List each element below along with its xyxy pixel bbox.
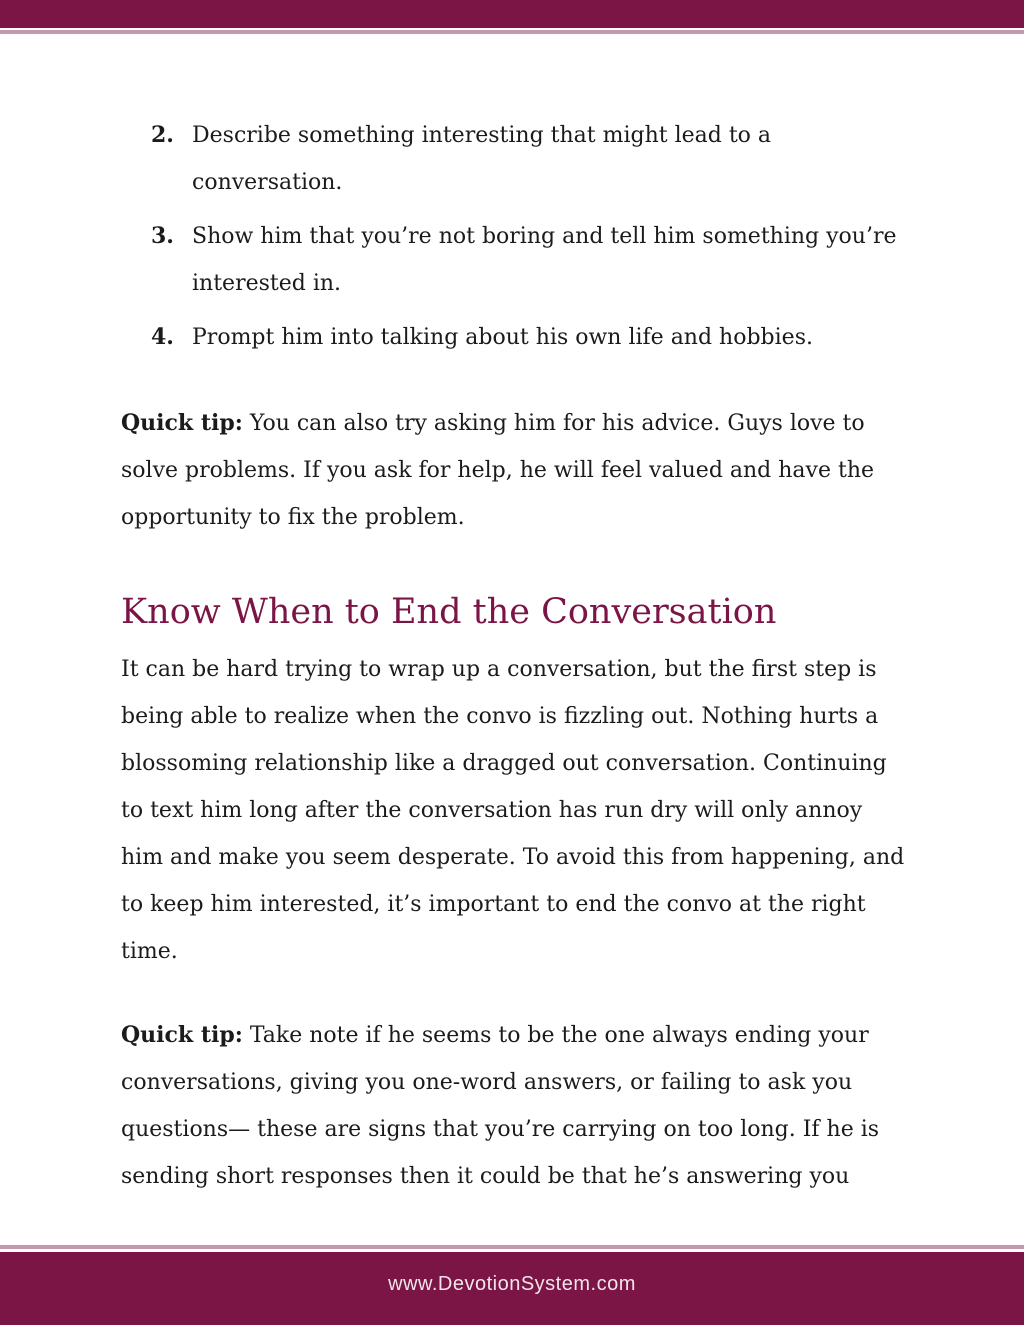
quick-tip-signs (121, 1012, 911, 1200)
list-item-text: Prompt him into talking about his own life and hobbies. (192, 325, 813, 350)
footer-rule (0, 1245, 1024, 1249)
list-item-number: 3. (151, 223, 174, 249)
list-item (121, 112, 911, 206)
section-body: It can be hard trying to wrap up a conversation, but the first step is being able to realize when the convo is fizzling out. Nothing hurts a blossoming relationship like a dragged out conversation. Continuing to text him long after the conversation has run dry will only annoy him and make you seem desperate. To avoid this from happening, and to keep him interested, it’s important to end the convo at the right time. (121, 657, 905, 964)
quick-tip-advice (121, 400, 911, 541)
list-item-number: 2. (151, 122, 174, 148)
footer-url: www.DevotionSystem.com (388, 1273, 636, 1295)
quick-tip-label: Quick tip: (121, 1022, 243, 1048)
numbered-list (121, 112, 911, 361)
list-item-text: Describe something interesting that might lead to a conversation. (192, 123, 772, 195)
list-item (121, 314, 911, 361)
list-item-text: Show him that you’re not boring and tell him something you’re interested in. (192, 224, 897, 296)
header-rule (0, 30, 1024, 34)
list-item-number: 4. (151, 324, 174, 350)
page-content (121, 112, 911, 1200)
quick-tip-label: Quick tip: (121, 410, 243, 436)
list-item (121, 213, 911, 307)
quick-tip-text: You can also try asking him for his advice. Guys love to solve problems. If you ask for help, he will feel valued and have the opportunity to fix the problem. (121, 411, 875, 530)
header-band (0, 0, 1024, 28)
quick-tip-text: Take note if he seems to be the one always ending your conversations, giving you one-word answers, or failing to ask you questions— these are signs that you’re carrying on too long. If he is sending short responses then it could be that he’s answering you (121, 1023, 880, 1189)
section-heading: Know When to End the Conversation (121, 592, 777, 632)
